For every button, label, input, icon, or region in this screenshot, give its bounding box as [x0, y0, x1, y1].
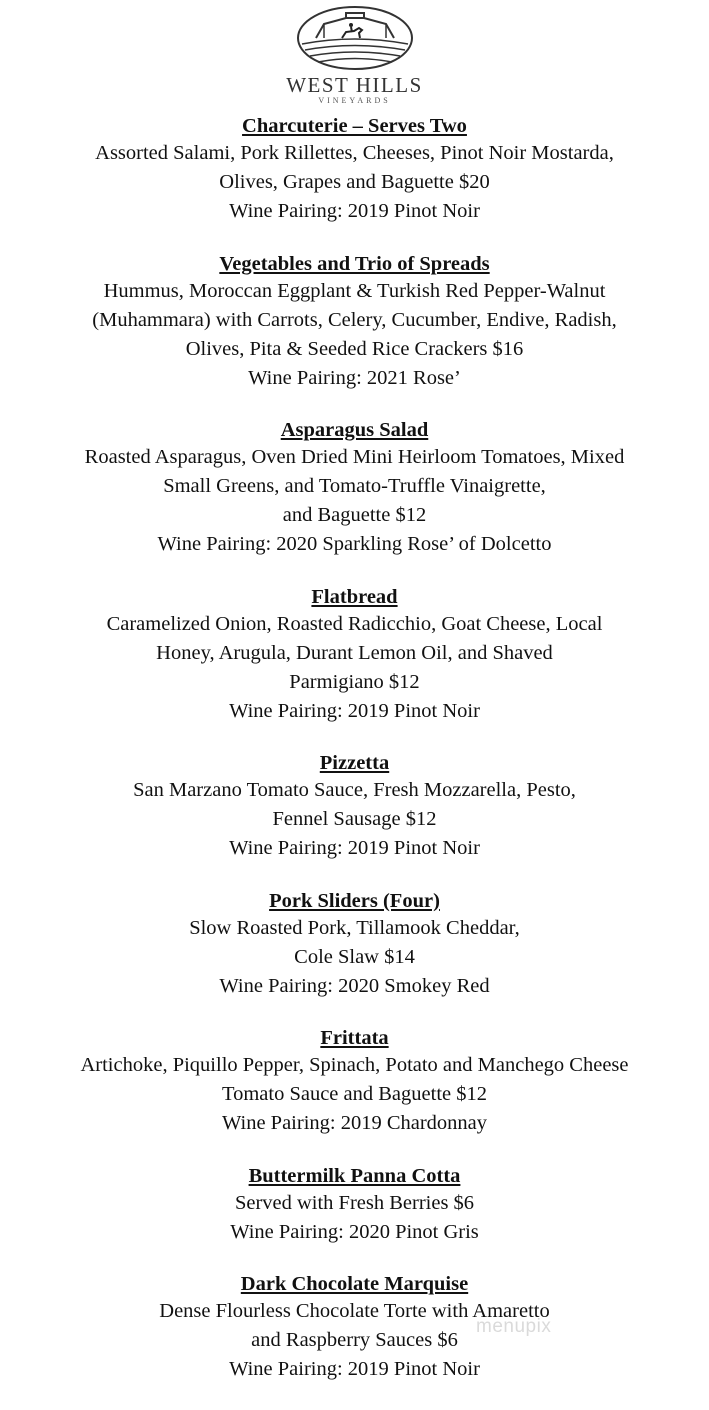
vineyard-logo	[0, 4, 709, 112]
section-title: Vegetables and Trio of Spreads	[219, 252, 490, 275]
section-line: and Raspberry Sauces $6	[251, 1329, 458, 1351]
section-line: Slow Roasted Pork, Tillamook Cheddar,	[189, 916, 520, 939]
menu-section-panna-cotta	[0, 1163, 709, 1247]
section-line: Dense Flourless Chocolate Torte with Amaretto	[159, 1300, 550, 1322]
menu-section-flatbread	[0, 584, 709, 726]
section-title: Pork Sliders (Four)	[269, 889, 440, 912]
section-title: Charcuterie – Serves Two	[242, 115, 467, 137]
menu-section-vegetables	[0, 251, 709, 393]
wine-pairing: Wine Pairing: 2020 Sparkling Rose’ of Dolcetto	[157, 533, 552, 555]
section-line: Assorted Salami, Pork Rillettes, Cheeses, Pinot Noir Mostarda,	[95, 142, 614, 164]
section-line: Olives, Grapes and Baguette $20	[219, 171, 490, 193]
watermark: menupix	[476, 1316, 552, 1337]
section-line: Fennel Sausage $12	[272, 808, 437, 830]
section-line: Tomato Sauce and Baguette $12	[222, 1083, 487, 1105]
section-line: Honey, Arugula, Durant Lemon Oil, and Shaved	[156, 641, 553, 664]
section-line: Artichoke, Piquillo Pepper, Spinach, Potato and Manchego Cheese	[80, 1054, 629, 1076]
barn-rider-logo-icon	[296, 4, 414, 72]
menu-list	[0, 113, 709, 1384]
section-title: Frittata	[320, 1027, 389, 1049]
section-title: Flatbread	[311, 585, 398, 608]
section-title: Dark Chocolate Marquise	[240, 1273, 469, 1295]
section-line: Olives, Pita & Seeded Rice Crackers $16	[185, 337, 524, 360]
wine-pairing: Wine Pairing: 2019 Pinot Noir	[229, 837, 480, 859]
menu-section-pork-sliders	[0, 888, 709, 1001]
section-title: Asparagus Salad	[280, 419, 429, 441]
brand-name: WEST HILLS	[286, 73, 423, 97]
section-line: Caramelized Onion, Roasted Radicchio, Goat Cheese, Local	[106, 612, 603, 635]
menu-section-frittata	[0, 1025, 709, 1138]
section-title: Pizzetta	[319, 752, 390, 774]
wine-pairing: Wine Pairing: 2021 Rose’	[248, 366, 461, 389]
wine-pairing: Wine Pairing: 2019 Pinot Noir	[229, 699, 480, 722]
section-title: Buttermilk Panna Cotta	[248, 1164, 461, 1187]
section-line: Roasted Asparagus, Oven Dried Mini Heirloom Tomatoes, Mixed	[84, 446, 625, 468]
wine-pairing: Wine Pairing: 2019 Chardonnay	[221, 1112, 488, 1134]
brand-subtitle: VINEYARDS	[318, 96, 391, 105]
section-line: and Baguette $12	[282, 504, 427, 526]
section-line: Cole Slaw $14	[294, 945, 415, 968]
menu-section-charcuterie	[0, 113, 709, 226]
wine-pairing: Wine Pairing: 2019 Pinot Noir	[229, 200, 480, 222]
wine-pairing: Wine Pairing: 2020 Smokey Red	[219, 974, 490, 997]
section-line: San Marzano Tomato Sauce, Fresh Mozzarella, Pesto,	[133, 779, 576, 801]
menu-section-chocolate-marquise	[0, 1271, 709, 1384]
wine-pairing: Wine Pairing: 2020 Pinot Gris	[230, 1220, 479, 1243]
menu-section-pizzetta	[0, 750, 709, 863]
section-line: (Muhammara) with Carrots, Celery, Cucumber, Endive, Radish,	[92, 308, 617, 331]
section-line: Parmigiano $12	[289, 670, 420, 693]
section-line: Hummus, Moroccan Eggplant & Turkish Red Pepper-Walnut	[103, 279, 606, 302]
section-line: Small Greens, and Tomato-Truffle Vinaigrette,	[163, 475, 546, 497]
section-line: Served with Fresh Berries $6	[234, 1191, 475, 1214]
wine-pairing: Wine Pairing: 2019 Pinot Noir	[229, 1358, 480, 1380]
menu-section-asparagus-salad	[0, 417, 709, 559]
